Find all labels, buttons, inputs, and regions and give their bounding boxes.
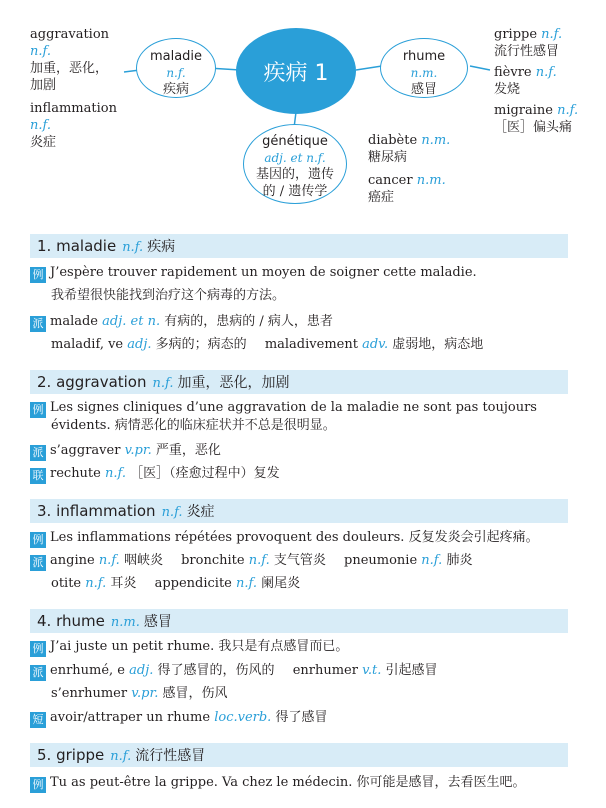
branch-cn: 发烧 <box>494 82 521 97</box>
branch-word: aggravation <box>30 27 110 42</box>
entry-header-rhume <box>30 609 568 633</box>
entry-header-maladie <box>30 234 568 258</box>
entry-word: inflammation <box>56 502 156 520</box>
node-cn: 感冒 <box>410 82 437 97</box>
node-cn: 的 / 遗传学 <box>262 184 328 199</box>
derived-word: bronchite <box>181 553 245 568</box>
entry-word: aggravation <box>56 373 147 391</box>
example-fr: Les inflammations répétées provoquent des douleurs. <box>50 530 405 545</box>
mindmap-node-genetique <box>243 124 347 204</box>
branch-pos: n.f. <box>30 44 51 59</box>
derived-word: s’aggraver <box>50 443 121 458</box>
branch-word: migraine <box>494 103 553 118</box>
example-tag: 例 <box>30 777 46 793</box>
mindmap-center-label: 疾病 1 <box>263 60 329 86</box>
branch-cn: 炎症 <box>30 135 57 150</box>
branch-pos: n.f. <box>557 103 579 118</box>
derived-word: appendicite <box>154 576 232 591</box>
mindmap-left-branch <box>30 26 117 151</box>
node-word: maladie <box>149 49 203 64</box>
derived-pos: n.f. <box>98 553 120 568</box>
node-word: génétique <box>262 134 328 149</box>
entry-number: 5. <box>37 746 52 764</box>
derived-word: pneumonie <box>344 553 418 568</box>
short-cn: 得了感冒 <box>275 710 328 725</box>
derived-cn: 有病的，患病的 / 病人，患者 <box>164 314 333 329</box>
entry-header-grippe <box>30 743 568 767</box>
example-fr: J’espère trouver rapidement un moyen de soigner cette maladie. <box>50 265 477 280</box>
derived-pos: n.f. <box>236 576 258 591</box>
derived-cn: 耳炎 <box>110 576 137 591</box>
derived-tag: 派 <box>30 665 46 681</box>
example-fr: Tu as peut-être la grippe. Va chez le médecin. <box>50 775 353 790</box>
branch-pos: n.f. <box>541 27 563 42</box>
derived-pos: n.f. <box>248 553 270 568</box>
example-tag: 例 <box>30 641 46 657</box>
derived-word: enrhumé, e <box>50 663 126 678</box>
derived-pos: v.t. <box>362 663 382 678</box>
derived-word: otite <box>51 576 82 591</box>
entry-pos: n.f. <box>161 505 183 520</box>
example-row <box>30 264 477 283</box>
short-word: avoir/attraper un rhume <box>50 710 211 725</box>
derived-cn: 阑尾炎 <box>261 576 301 591</box>
example-fr: évidents. <box>51 418 111 433</box>
derived-pos: adj. <box>127 337 152 352</box>
derived-row <box>30 662 438 681</box>
derived-cn: 咽峡炎 <box>123 553 163 568</box>
derived-pos: v.pr. <box>131 686 159 701</box>
related-cn: ［医］（痊愈过程中）复发 <box>130 466 280 481</box>
related-word: rechute <box>50 466 101 481</box>
node-pos: adj. et n.f. <box>264 151 326 165</box>
branch-word: grippe <box>494 27 538 42</box>
entry-cn: 疾病 <box>147 239 176 255</box>
branch-pos: n.f. <box>535 65 557 80</box>
example-tag: 例 <box>30 267 46 283</box>
example-cn: 病情恶化的临床症状并不总是很明显。 <box>114 418 336 433</box>
node-word: rhume <box>402 49 446 64</box>
branch-cn: 加剧 <box>30 78 57 93</box>
short-row <box>30 709 327 728</box>
branch-pos: n.m. <box>421 133 451 148</box>
entry-number: 2. <box>37 373 52 391</box>
example-tag: 例 <box>30 402 46 418</box>
entry-pos: n.f. <box>122 240 144 255</box>
node-cn: 基因的，遗传 <box>255 167 334 182</box>
branch-word: diabète <box>368 133 418 148</box>
example-fr: J’ai juste un petit rhume. <box>50 639 215 654</box>
mindmap-node-rhume <box>380 38 468 98</box>
mindmap-right-branch <box>494 26 578 136</box>
derived-cn: 虚弱地，病态地 <box>392 337 484 352</box>
example-row <box>30 638 348 657</box>
example-row <box>30 774 526 793</box>
mindmap-node-maladie <box>136 38 216 98</box>
branch-cn: 流行性感冒 <box>494 44 560 59</box>
branch-cn: 癌症 <box>368 190 395 205</box>
entry-cn: 加重，恶化，加剧 <box>177 375 290 391</box>
branch-word: fièvre <box>494 65 532 80</box>
derived-row <box>51 685 228 703</box>
mindmap-center-node <box>236 28 356 114</box>
derived-cn: 支气管炎 <box>273 553 326 568</box>
derived-pos: adj. et n. <box>102 314 161 329</box>
branch-pos: n.m. <box>416 173 446 188</box>
derived-tag: 派 <box>30 316 46 332</box>
derived-pos: adv. <box>362 337 389 352</box>
node-pos: n.m. <box>410 66 438 80</box>
derived-word: s’enrhumer <box>51 686 128 701</box>
derived-cn: 感冒，伤风 <box>162 686 228 701</box>
short-pos: loc.verb. <box>214 710 272 725</box>
entry-number: 3. <box>37 502 52 520</box>
derived-word: malade <box>50 314 99 329</box>
derived-cn: 引起感冒 <box>385 663 438 678</box>
derived-cn: 肺炎 <box>446 553 473 568</box>
entry-number: 4. <box>37 612 52 630</box>
example-cn: 反复发炎会引起疼痛。 <box>408 530 539 545</box>
derived-pos: n.f. <box>421 553 443 568</box>
example-fr: Les signes cliniques d’une aggravation de la maladie ne sont pas toujours <box>50 400 537 415</box>
derived-pos: n.f. <box>85 576 107 591</box>
entry-number: 1. <box>37 237 52 255</box>
entry-cn: 炎症 <box>186 504 215 520</box>
node-cn: 疾病 <box>162 82 189 97</box>
related-pos: n.f. <box>105 466 126 481</box>
example-translation <box>51 287 285 305</box>
entry-cn: 流行性感冒 <box>135 748 206 764</box>
related-row <box>30 465 280 484</box>
branch-cn: ［医］偏头痛 <box>494 120 573 135</box>
derived-cn: 多病的；病态的 <box>155 337 247 352</box>
derived-tag: 派 <box>30 555 46 571</box>
derived-cn: 严重，恶化 <box>155 443 221 458</box>
derived-pos: adj. <box>129 663 154 678</box>
branch-cn: 糖尿病 <box>368 150 408 165</box>
entry-header-aggravation <box>30 370 568 394</box>
branch-word: inflammation <box>30 101 117 116</box>
short-tag: 短 <box>30 712 46 728</box>
example-tag: 例 <box>30 532 46 548</box>
example-cn: 我只是有点感冒而已。 <box>218 639 349 654</box>
entry-pos: n.m. <box>110 615 140 630</box>
branch-word: cancer <box>368 173 413 188</box>
node-pos: n.f. <box>166 66 186 80</box>
entry-word: rhume <box>56 612 105 630</box>
derived-row <box>30 442 221 461</box>
derived-word: maladif, ve <box>51 337 124 352</box>
entry-header-inflammation <box>30 499 568 523</box>
mindmap-genetique-branch <box>368 132 450 206</box>
derived-pos: v.pr. <box>124 443 152 458</box>
entry-word: maladie <box>56 237 117 255</box>
branch-cn: 加重，恶化， <box>30 61 109 76</box>
example-row <box>30 529 539 548</box>
derived-tag: 派 <box>30 445 46 461</box>
entry-cn: 感冒 <box>143 614 172 630</box>
derived-row <box>51 336 483 354</box>
derived-row <box>51 575 300 593</box>
example-cn: 你可能是感冒，去看医生吧。 <box>356 775 526 790</box>
entry-word: grippe <box>56 746 105 764</box>
example-row <box>30 399 537 418</box>
entry-pos: n.f. <box>152 376 174 391</box>
derived-word: angine <box>50 553 95 568</box>
derived-row <box>30 313 333 332</box>
derived-row <box>30 552 472 571</box>
entry-pos: n.f. <box>110 749 132 764</box>
example-cn: 我希望很快能找到治疗这个病毒的方法。 <box>51 288 286 303</box>
derived-word: enrhumer <box>292 663 358 678</box>
related-tag: 联 <box>30 468 46 484</box>
branch-pos: n.f. <box>30 118 51 133</box>
derived-word: maladivement <box>264 337 358 352</box>
derived-cn: 得了感冒的，伤风的 <box>157 663 275 678</box>
example-row-cont <box>51 417 336 435</box>
